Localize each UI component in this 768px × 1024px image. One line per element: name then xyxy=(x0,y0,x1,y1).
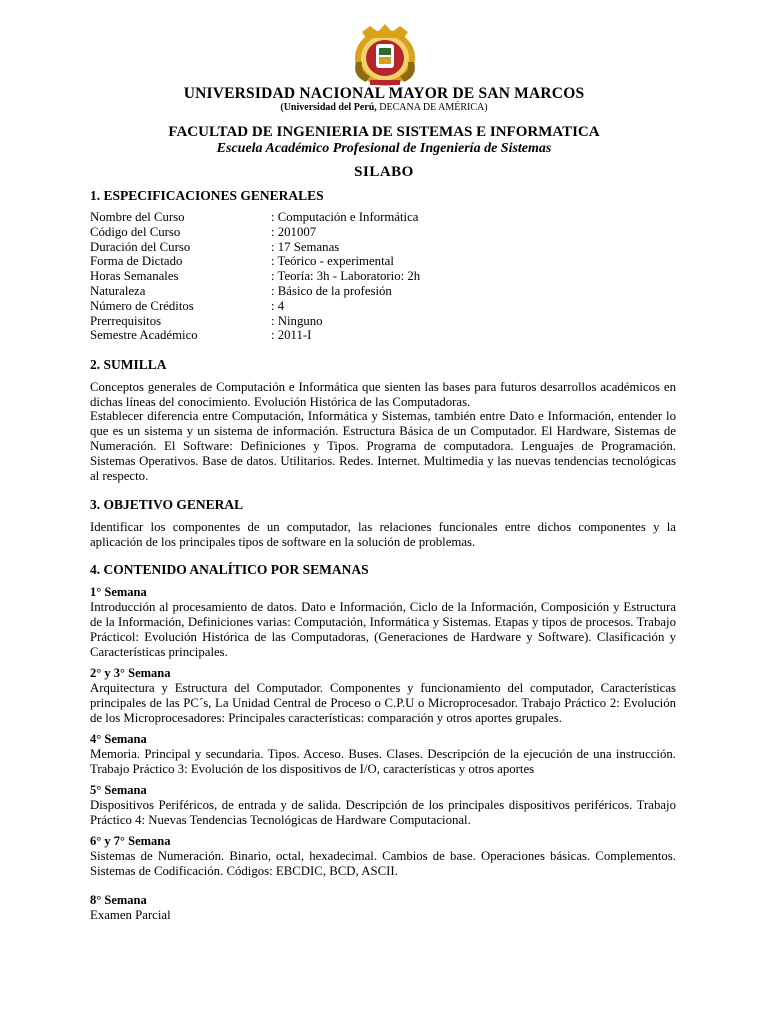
spec-value: : 201007 xyxy=(271,224,317,239)
section-4-title: 4. CONTENIDO ANALÍTICO POR SEMANAS xyxy=(90,562,369,577)
week-content: Sistemas de Numeración. Binario, octal, hexadecimal. Cambios de base. Operaciones básicas. Complementos. Sistemas de Codificación. Códigos: EBCDIC, BCD, ASCII. xyxy=(90,849,676,878)
sumilla-paragraph-2: Establecer diferencia entre Computación, Informática y Sistemas, también entre Dato e Información, entender lo que es un sistema y un sistema de información. Estructura Básica de un Computador. El Hardware, Sistemas de Numeración. El Software: Definiciones y Tipos. Programa de computadora. Lenguajes de Programación. Sistemas Operativos. Base de datos. Utilitarios. Redes. Internet. Multimedia y las nuevas tendencias tecnológicas al respecto. xyxy=(90,409,676,483)
spec-row xyxy=(90,254,420,269)
week-title: 2° y 3° Semana xyxy=(90,666,171,680)
spec-row xyxy=(90,210,420,225)
week-content: Examen Parcial xyxy=(90,908,171,922)
sumilla-paragraph-1: Conceptos generales de Computación e Informática que sienten las bases para futuros desarrollos académicos en dichas líneas del conocimiento. Evolución Histórica de las Computadoras. xyxy=(90,380,676,409)
section-3-title: 3. OBJETIVO GENERAL xyxy=(90,497,244,512)
university-subtitle-rest: DECANA DE AMÉRICA) xyxy=(376,102,488,113)
section-1-title: 1. ESPECIFICACIONES GENERALES xyxy=(90,188,324,203)
spec-label: Nombre del Curso xyxy=(90,210,185,224)
document-title: SILABO xyxy=(354,164,414,180)
spec-value: : Computación e Informática xyxy=(271,210,419,224)
spec-value: : 4 xyxy=(271,298,285,313)
university-name: UNIVERSIDAD NACIONAL MAYOR DE SAN MARCOS xyxy=(183,85,585,102)
university-seal-icon xyxy=(348,22,422,88)
week-title: 6° y 7° Semana xyxy=(90,834,171,848)
spec-row xyxy=(90,284,420,299)
week-content: Memoria. Principal y secundaria. Tipos. Acceso. Buses. Clases. Descripción de la ejecución de una instrucción. Trabajo Práctico 3: Evolución de los dispositivos de I/O, características y otros aportes xyxy=(90,747,676,776)
spec-value: : 17 Semanas xyxy=(271,239,340,254)
spec-table xyxy=(90,210,420,343)
section-2-title: 2. SUMILLA xyxy=(90,357,167,372)
week-title: 5° Semana xyxy=(90,783,147,797)
spec-label: Forma de Dictado xyxy=(90,254,183,269)
university-subtitle xyxy=(0,102,768,113)
week-content: Arquitectura y Estructura del Computador. Componentes y funcionamiento del computador, Características principales de las PC´s, La Unidad Central de Proceso o C.P.U o Microprocesador. Trabajo Práctico 2: Evolución de los Microprocesadores: Principales características: comparación y otros aportes grupales. xyxy=(90,681,676,725)
spec-label: Naturaleza xyxy=(90,283,146,298)
school-name: Escuela Académico Profesional de Ingeniería de Sistemas xyxy=(216,141,552,156)
spec-row xyxy=(90,269,420,284)
spec-row xyxy=(90,240,420,255)
week-title: 4° Semana xyxy=(90,732,147,746)
week-content: Introducción al procesamiento de datos. Dato e Información, Ciclo de la Información, Composición y Estructura de la Información, Definiciones varias: Computación, Informática y Sistemas. Etapas y tipos de procesos. Trabajo Prácticol: Evolución Histórica de las Computadoras, (Generaciones de Hardware y Software). Clasificación y Características principales. xyxy=(90,600,676,659)
spec-label: Código del Curso xyxy=(90,224,181,239)
spec-value: : Teórico - experimental xyxy=(271,254,394,269)
spec-value: : 2011-I xyxy=(271,328,312,343)
spec-label: Horas Semanales xyxy=(90,269,179,284)
week-content: Dispositivos Periféricos, de entrada y de salida. Descripción de los principales dispositivos periféricos. Trabajo Práctico 4: Nuevas Tendencias Tecnológicas de Hardware Computacional. xyxy=(90,798,676,827)
spec-row xyxy=(90,314,420,329)
spec-label: Semestre Académico xyxy=(90,328,198,343)
university-subtitle-bold: (Universidad del Perú, xyxy=(280,102,377,113)
spec-value: : Ninguno xyxy=(271,313,323,328)
week-title: 1° Semana xyxy=(90,585,147,599)
faculty-name: FACULTAD DE INGENIERIA DE SISTEMAS E INFORMATICA xyxy=(168,124,600,140)
week-title: 8° Semana xyxy=(90,893,147,907)
spec-row xyxy=(90,225,420,240)
spec-label: Número de Créditos xyxy=(90,298,194,313)
objective-paragraph: Identificar los componentes de un computador, las relaciones funcionales entre dichos componentes y la aplicación de los principales tipos de software en la solución de problemas. xyxy=(90,520,676,549)
spec-value: : Básico de la profesión xyxy=(271,283,392,298)
spec-row xyxy=(90,328,420,343)
spec-row xyxy=(90,299,420,314)
spec-value: : Teoría: 3h - Laboratorio: 2h xyxy=(271,269,421,284)
spec-label: Prerrequisitos xyxy=(90,313,162,328)
spec-label: Duración del Curso xyxy=(90,239,191,254)
